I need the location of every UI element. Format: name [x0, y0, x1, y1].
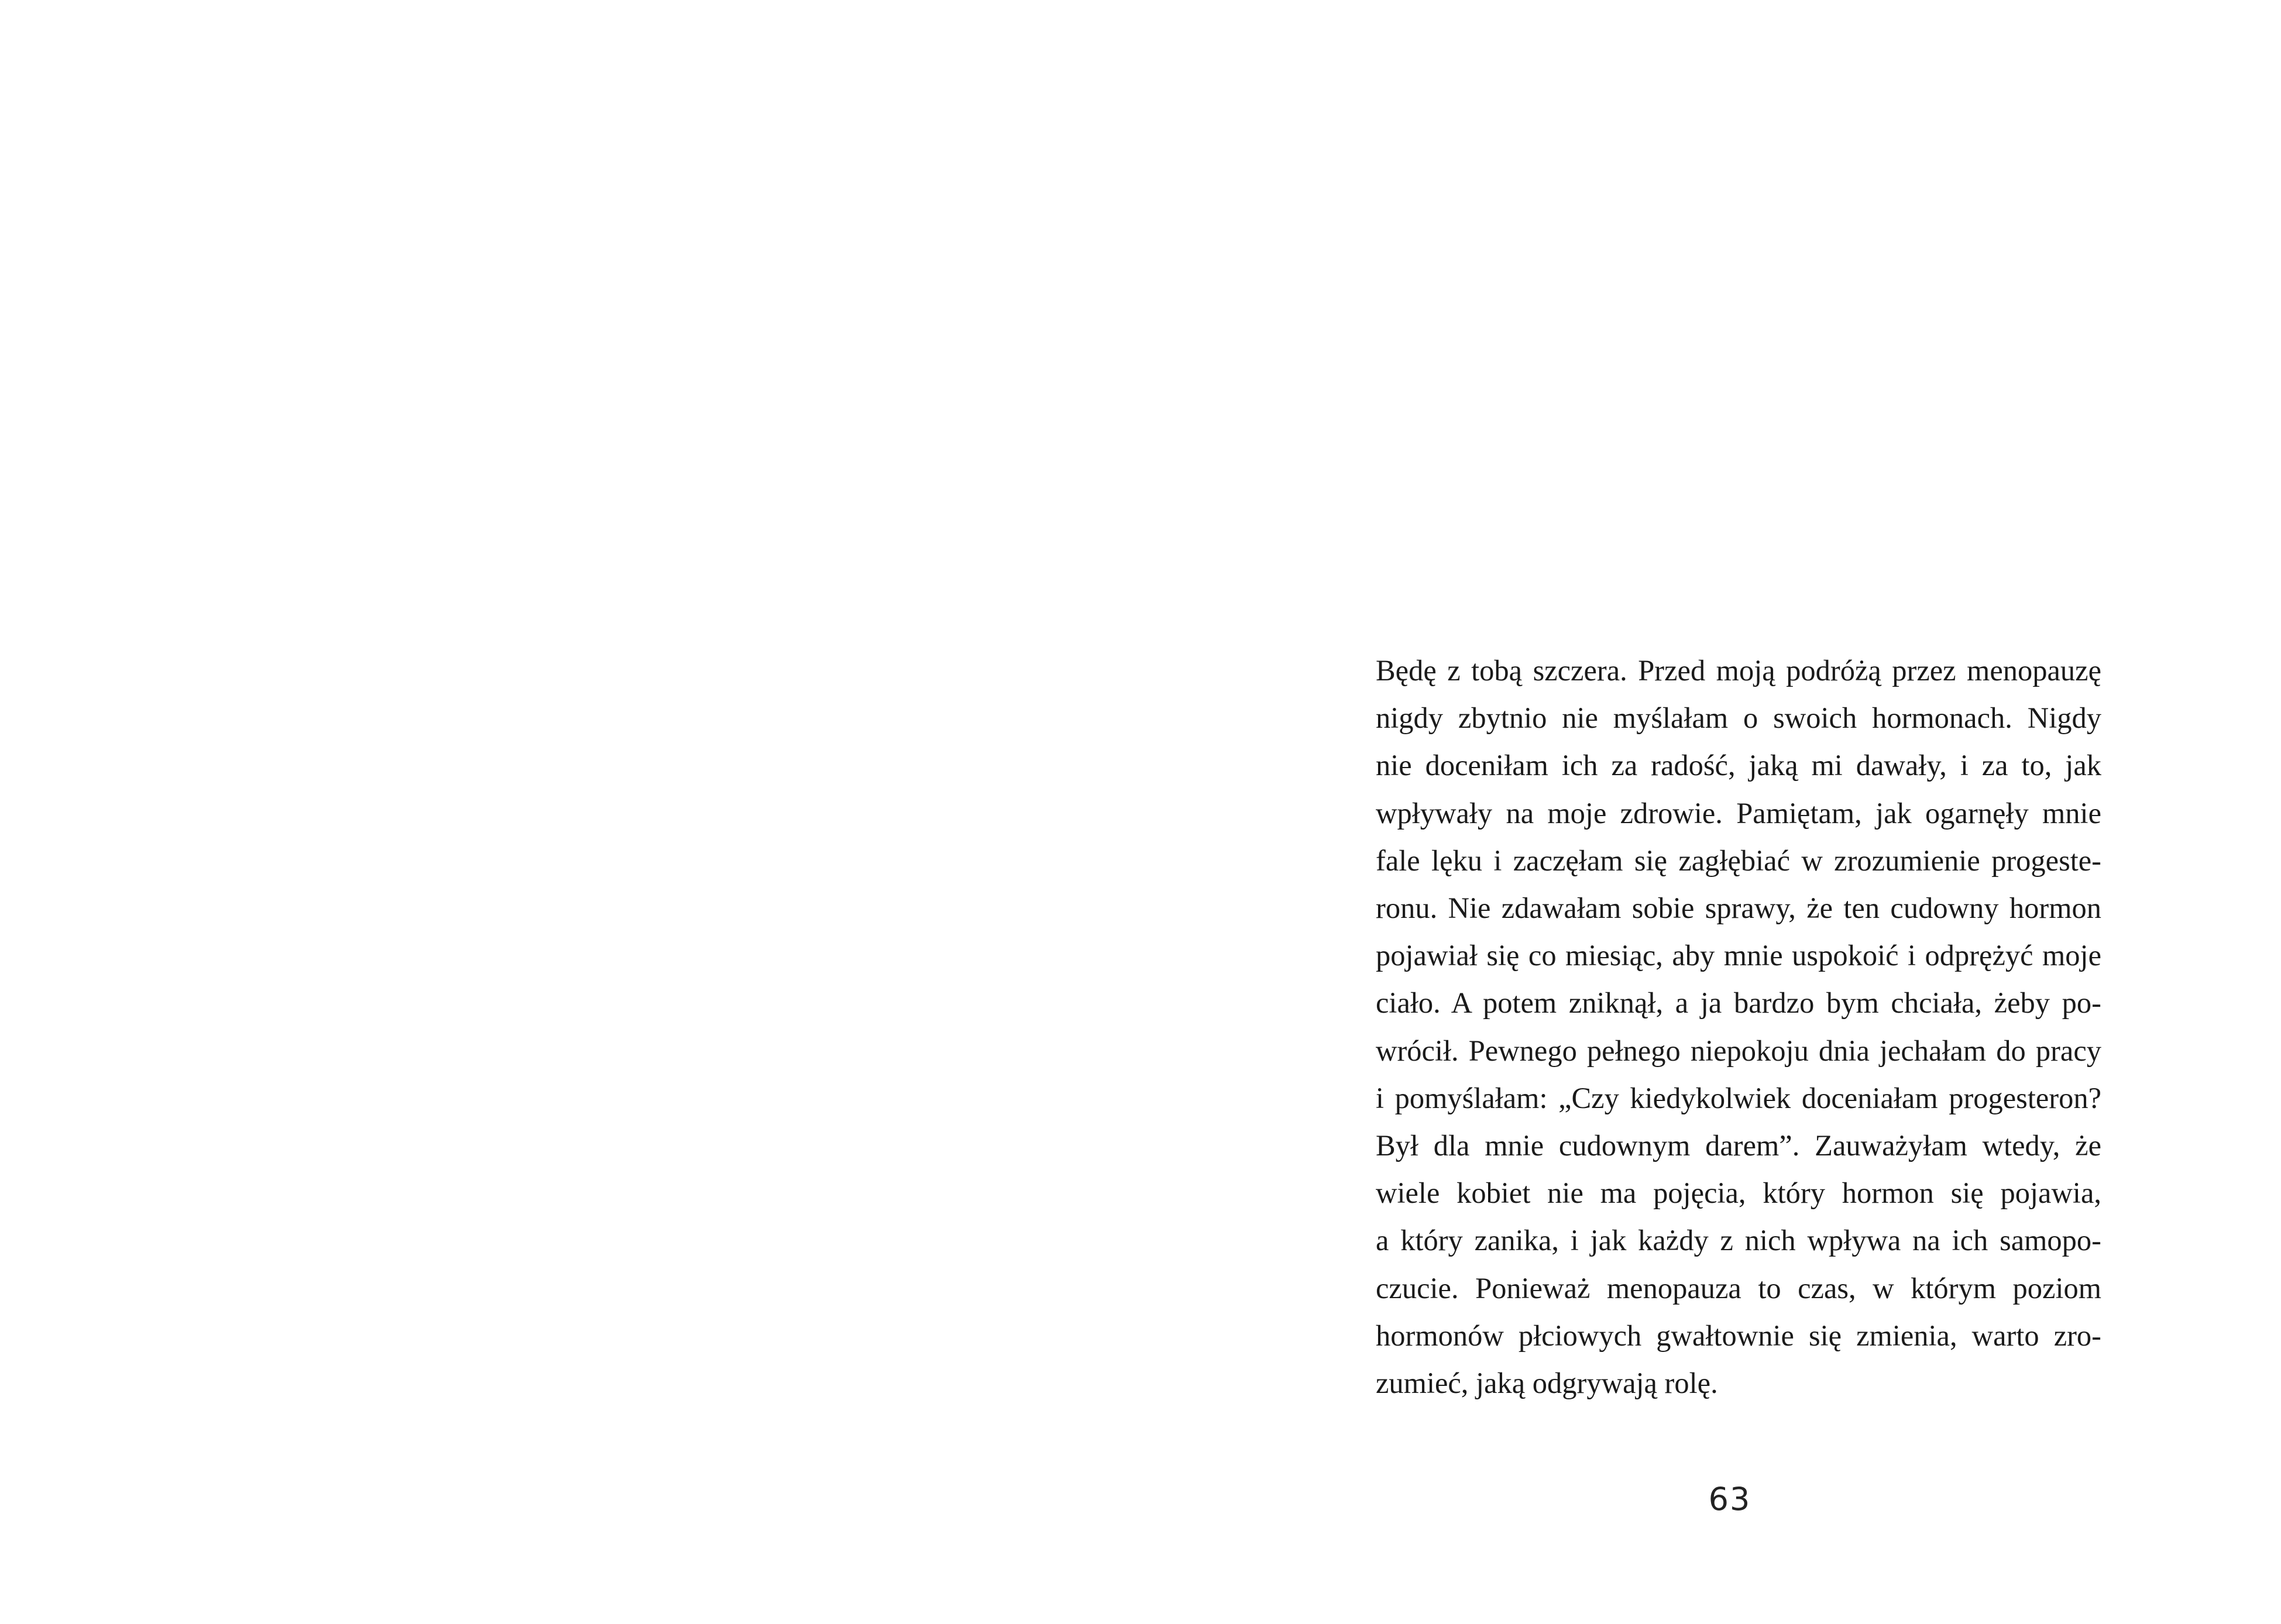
text-line: nie doceniłam ich za radość, jaką mi dawały, i za to, jak	[1376, 749, 2101, 782]
body-paragraph	[1376, 647, 2101, 1407]
text-line: hormonów płciowych gwałtownie się zmienia, warto zro-	[1376, 1319, 2101, 1352]
page-number: 63	[1708, 1481, 1751, 1518]
right-page	[1140, 0, 2281, 1624]
text-line: fale lęku i zaczęłam się zagłębiać w zrozumienie progeste-	[1376, 844, 2101, 877]
text-line: czucie. Ponieważ menopauza to czas, w którym poziom	[1376, 1271, 2101, 1305]
left-page-blank	[0, 0, 1140, 1624]
text-line: Będę z tobą szczera. Przed moją podróżą przez menopauzę	[1376, 654, 2101, 687]
text-line: wpływały na moje zdrowie. Pamiętam, jak ogarnęły mnie	[1376, 796, 2101, 830]
text-line: a który zanika, i jak każdy z nich wpływa na ich samopo-	[1376, 1224, 2101, 1257]
text-line-last: zumieć, jaką odgrywają rolę.	[1376, 1367, 1718, 1400]
text-line: wrócił. Pewnego pełnego niepokoju dnia jechałam do pracy	[1376, 1034, 2101, 1067]
text-line: ciało. A potem zniknął, a ja bardzo bym chciała, żeby po-	[1376, 986, 2101, 1020]
text-line: nigdy zbytnio nie myślałam o swoich hormonach. Nigdy	[1376, 701, 2101, 735]
text-line: ronu. Nie zdawałam sobie sprawy, że ten cudowny hormon	[1376, 892, 2101, 925]
text-line: wiele kobiet nie ma pojęcia, który hormon się pojawia,	[1376, 1176, 2101, 1210]
text-line: pojawiał się co miesiąc, aby mnie uspokoić i odprężyć moje	[1376, 939, 2101, 972]
text-line: Był dla mnie cudownym darem”. Zauważyłam wtedy, że	[1376, 1129, 2101, 1162]
text-line: i pomyślałam: „Czy kiedykolwiek doceniałam progesteron?	[1376, 1081, 2101, 1114]
